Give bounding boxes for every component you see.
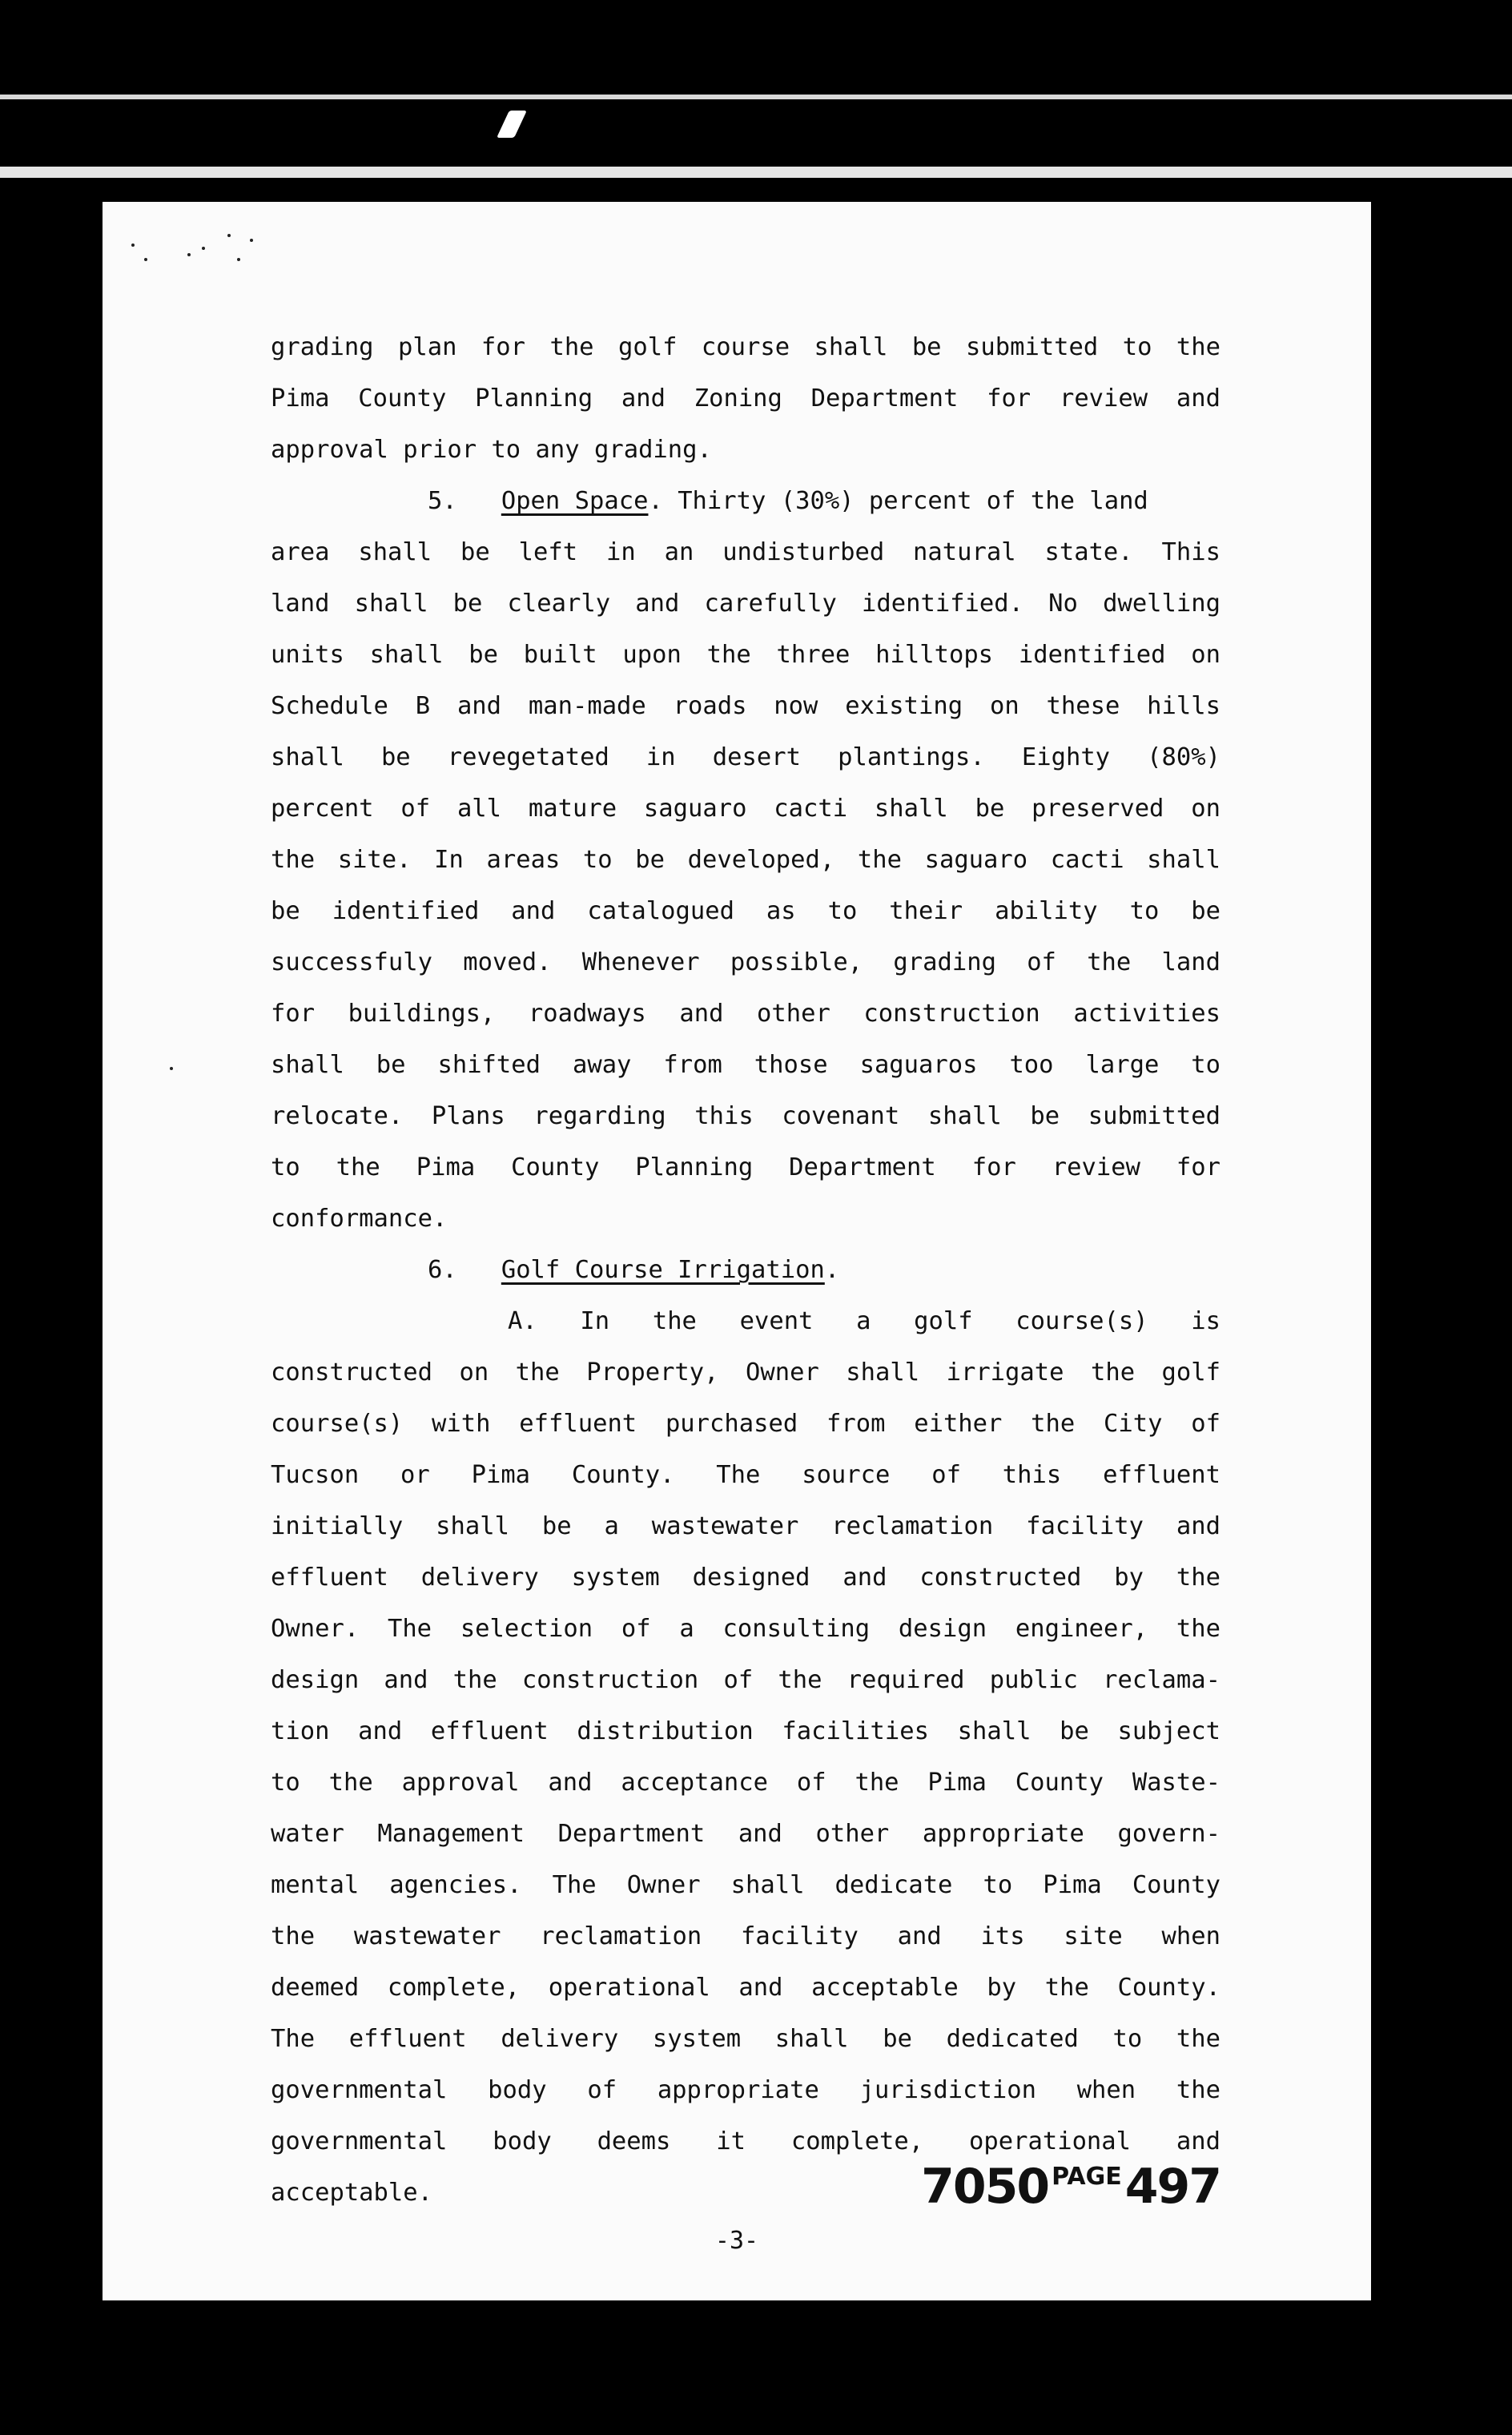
body-line: area shall be left in an undisturbed natural state. This bbox=[271, 538, 1220, 566]
scan-speck bbox=[250, 239, 253, 242]
body-line: constructed on the Property, Owner shall irrigate the golf bbox=[271, 1358, 1220, 1387]
body-text: . Thirty (30%) percent of the land bbox=[648, 487, 1148, 515]
section-heading: Open Space bbox=[501, 487, 649, 515]
scan-top-border bbox=[0, 0, 1512, 176]
body-line: The effluent delivery system shall be dedicated to the bbox=[271, 2025, 1220, 2053]
final-row bbox=[271, 2159, 1220, 2219]
subsection-a-line: A. In the event a golf course(s) is bbox=[508, 1307, 1220, 1335]
recording-stamp bbox=[921, 2159, 1220, 2215]
scan-edge-line bbox=[0, 95, 1512, 99]
body-line: approval prior to any grading. bbox=[271, 436, 712, 464]
body-line: design and the construction of the required public reclama- bbox=[271, 1666, 1220, 1694]
body-line: acceptable. bbox=[271, 2179, 432, 2207]
body-line: grading plan for the golf course shall be submitted to the bbox=[271, 333, 1220, 361]
body-line: successfuly moved. Whenever possible, grading of the land bbox=[271, 948, 1220, 976]
body-line: deemed complete, operational and acceptable by the County. bbox=[271, 1974, 1220, 2002]
body-line: Owner. The selection of a consulting design engineer, the bbox=[271, 1615, 1220, 1643]
body-line: tion and effluent distribution facilities shall be subject bbox=[271, 1717, 1220, 1745]
body-line: course(s) with effluent purchased from either the City of bbox=[271, 1410, 1220, 1438]
section-heading: Golf Course Irrigation bbox=[501, 1256, 825, 1284]
body-line: to the Pima County Planning Department for review for bbox=[271, 1153, 1220, 1181]
section-number: 5. bbox=[428, 487, 457, 515]
body-line: shall be revegetated in desert plantings. Eighty (80%) bbox=[271, 743, 1220, 771]
body-line: Tucson or Pima County. The source of this effluent bbox=[271, 1461, 1220, 1489]
body-line: shall be shifted away from those saguaros too large to bbox=[271, 1051, 1220, 1079]
page-number: -3- bbox=[714, 2227, 759, 2255]
body-line: mental agencies. The Owner shall dedicate to Pima County bbox=[271, 1871, 1220, 1899]
scan-mark bbox=[497, 111, 527, 138]
scan-speck bbox=[170, 1067, 173, 1070]
document-page bbox=[103, 202, 1371, 2300]
stamp-page-number: 497 bbox=[1124, 2159, 1220, 2215]
body-line: governmental body of appropriate jurisdiction when the bbox=[271, 2076, 1220, 2104]
section-number: 6. bbox=[428, 1256, 457, 1284]
stamp-label: PAGE bbox=[1052, 2163, 1122, 2191]
body-line: for buildings, roadways and other construction activities bbox=[271, 1000, 1220, 1028]
document-body bbox=[271, 322, 1220, 2219]
body-line: effluent delivery system designed and constructed by the bbox=[271, 1564, 1220, 1592]
scan-speck bbox=[237, 258, 240, 261]
body-line: governmental body deems it complete, operational and bbox=[271, 2127, 1220, 2155]
scan-speck bbox=[131, 244, 135, 247]
body-line: water Management Department and other appropriate govern- bbox=[271, 1820, 1220, 1848]
body-line: to the approval and acceptance of the Pima County Waste- bbox=[271, 1769, 1220, 1797]
scan-speck bbox=[202, 247, 205, 250]
docket-number: 7050 bbox=[921, 2159, 1049, 2215]
section-5-heading-line bbox=[271, 476, 1220, 527]
body-line: percent of all mature saguaro cacti shall be preserved on bbox=[271, 795, 1220, 823]
body-line: the site. In areas to be developed, the saguaro cacti shall bbox=[271, 846, 1220, 874]
body-line: land shall be clearly and carefully identified. No dwelling bbox=[271, 590, 1220, 618]
heading-period: . bbox=[824, 1256, 840, 1284]
body-line: conformance. bbox=[271, 1205, 448, 1233]
body-line: the wastewater reclamation facility and its site when bbox=[271, 1922, 1220, 1950]
scan-speck bbox=[227, 234, 231, 237]
scan-speck bbox=[144, 258, 147, 261]
body-line: initially shall be a wastewater reclamation facility and bbox=[271, 1512, 1220, 1540]
scan-speck bbox=[187, 253, 191, 256]
body-line: Schedule B and man-made roads now existing on these hills bbox=[271, 692, 1220, 720]
body-line: be identified and catalogued as to their ability to be bbox=[271, 897, 1220, 925]
body-line: relocate. Plans regarding this covenant shall be submitted bbox=[271, 1102, 1220, 1130]
scan-edge-line bbox=[0, 167, 1512, 178]
body-line: units shall be built upon the three hilltops identified on bbox=[271, 641, 1220, 669]
body-line: Pima County Planning and Zoning Department for review and bbox=[271, 384, 1220, 413]
section-6-heading-line bbox=[271, 1245, 1220, 1296]
